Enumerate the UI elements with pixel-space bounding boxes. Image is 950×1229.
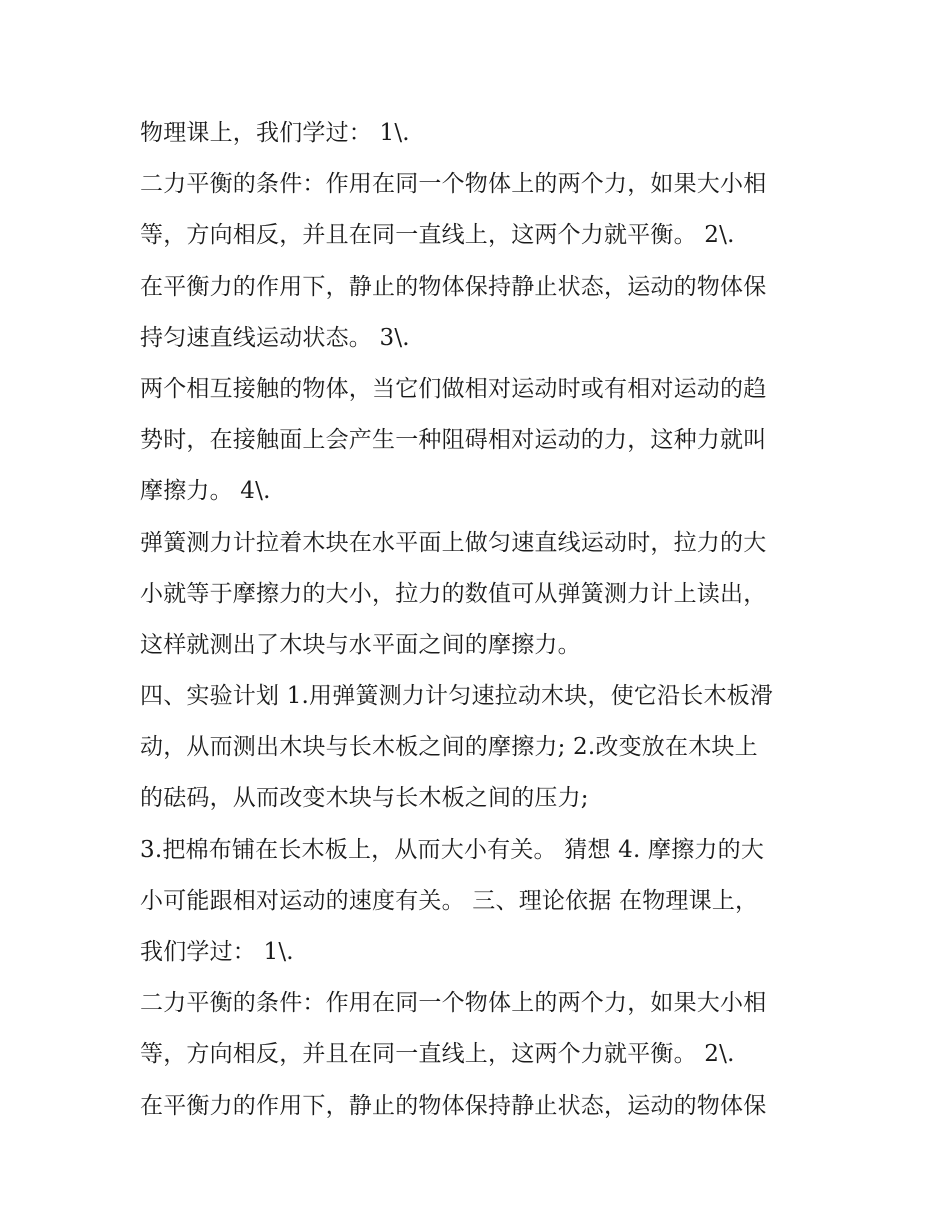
text-line: 二力平衡的条件：作用在同一个物体上的两个力，如果大小相 (140, 990, 767, 1017)
text-line: 摩擦力。 4\. (140, 478, 271, 505)
text-line: 我们学过： 1\. (140, 939, 294, 965)
text-line: 势时，在接触面上会产生一种阻碍相对运动的力，这种力就叫 (140, 427, 767, 454)
text-line: 这样就测出了木块与水平面之间的摩擦力。 (140, 631, 581, 658)
text-line: 物理课上，我们学过： 1\. (140, 120, 410, 146)
text-line: 小就等于摩擦力的大小，拉力的数值可从弹簧测力计上读出， (140, 580, 767, 607)
text-line: 在平衡力的作用下，静止的物体保持静止状态，运动的物体保 (140, 273, 767, 300)
text-line: 两个相互接触的物体，当它们做相对运动时或有相对运动的趋 (140, 375, 767, 402)
text-line: 等，方向相反，并且在同一直线上，这两个力就平衡。 2\. (140, 222, 735, 249)
text-line: 等，方向相反，并且在同一直线上，这两个力就平衡。 2\. (140, 1041, 735, 1068)
text-line: 3.把棉布铺在长木板上，从而大小有关。 猜想 4. 摩擦力的大 (140, 836, 765, 863)
text-line: 的砝码，从而改变木块与长木板之间的压力; (140, 785, 589, 812)
text-line: 小可能跟相对运动的速度有关。 三、理论依据 在物理课上， (140, 887, 759, 914)
text-line: 持匀速直线运动状态。 3\. (140, 324, 410, 351)
text-line: 动，从而测出木块与长木板之间的摩擦力; 2.改变放在木块上 (140, 734, 758, 761)
document-body (140, 108, 830, 1132)
text-line: 在平衡力的作用下，静止的物体保持静止状态，运动的物体保 (140, 1092, 767, 1119)
text-line: 弹簧测力计拉着木块在水平面上做匀速直线运动时，拉力的大 (140, 529, 767, 556)
text-line: 二力平衡的条件：作用在同一个物体上的两个力，如果大小相 (140, 171, 767, 198)
text-line: 四、实验计划 1.用弹簧测力计匀速拉动木块，使它沿长木板滑 (140, 683, 774, 710)
